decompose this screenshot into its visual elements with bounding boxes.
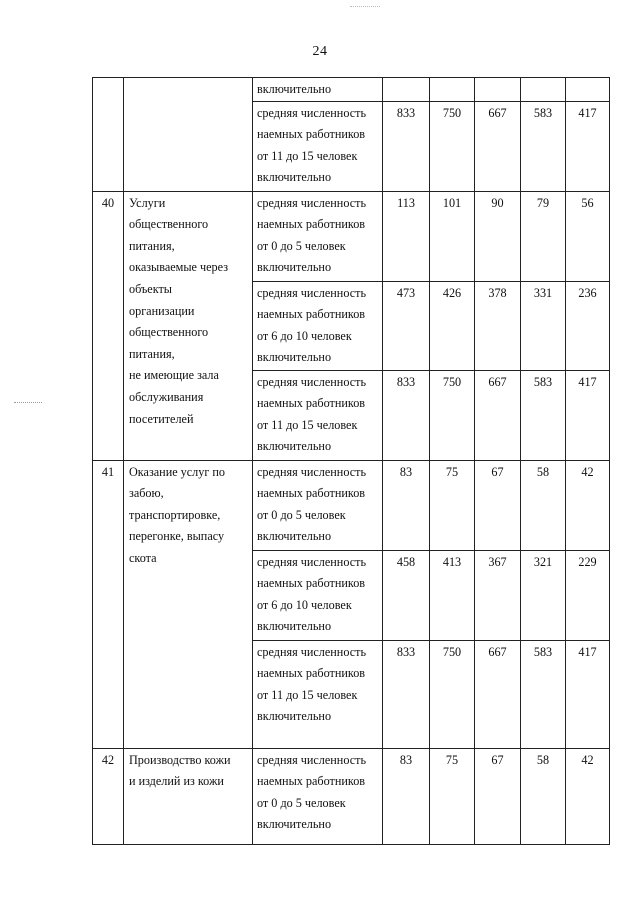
subrow-description: средняя численность наемных работников от 6 до 10 человек включительно bbox=[253, 550, 383, 640]
value-cell: 417 bbox=[566, 101, 610, 191]
activity-name: Производство кожи и изделий из кожи bbox=[124, 748, 253, 844]
value-cell: 583 bbox=[521, 370, 566, 460]
value-cell: 101 bbox=[430, 191, 475, 281]
table-row bbox=[93, 191, 610, 281]
value-cell bbox=[475, 78, 521, 102]
table-row bbox=[93, 748, 610, 844]
value-cell: 667 bbox=[475, 370, 521, 460]
tariff-table bbox=[92, 77, 610, 845]
value-cell: 90 bbox=[475, 191, 521, 281]
scan-speck bbox=[350, 6, 380, 8]
subrow-description: средняя численность наемных работников от 11 до 15 человек включительно bbox=[253, 370, 383, 460]
activity-name bbox=[124, 78, 253, 192]
value-cell: 75 bbox=[430, 748, 475, 844]
value-cell: 426 bbox=[430, 281, 475, 370]
value-cell: 417 bbox=[566, 370, 610, 460]
value-cell: 56 bbox=[566, 191, 610, 281]
value-cell: 83 bbox=[383, 748, 430, 844]
row-number bbox=[93, 78, 124, 192]
value-cell: 473 bbox=[383, 281, 430, 370]
value-cell: 667 bbox=[475, 640, 521, 748]
value-cell: 236 bbox=[566, 281, 610, 370]
value-cell: 378 bbox=[475, 281, 521, 370]
value-cell: 833 bbox=[383, 101, 430, 191]
scan-margin-mark bbox=[14, 402, 42, 403]
value-cell: 367 bbox=[475, 550, 521, 640]
value-cell: 67 bbox=[475, 460, 521, 550]
subrow-description: средняя численность наемных работников от 0 до 5 человек включительно bbox=[253, 191, 383, 281]
value-cell: 113 bbox=[383, 191, 430, 281]
value-cell: 58 bbox=[521, 460, 566, 550]
value-cell: 79 bbox=[521, 191, 566, 281]
row-number: 40 bbox=[93, 191, 124, 460]
activity-name: Услуги общественного питания, оказываемые через объекты организации общественного питания, не имеющие зала обслуживания посетителей bbox=[124, 191, 253, 460]
value-cell: 413 bbox=[430, 550, 475, 640]
value-cell: 58 bbox=[521, 748, 566, 844]
value-cell: 750 bbox=[430, 370, 475, 460]
subrow-description: включительно bbox=[253, 78, 383, 102]
value-cell: 458 bbox=[383, 550, 430, 640]
value-cell: 833 bbox=[383, 640, 430, 748]
value-cell: 229 bbox=[566, 550, 610, 640]
value-cell: 331 bbox=[521, 281, 566, 370]
value-cell: 42 bbox=[566, 460, 610, 550]
value-cell: 750 bbox=[430, 640, 475, 748]
value-cell: 583 bbox=[521, 640, 566, 748]
subrow-description: средняя численность наемных работников от 0 до 5 человек включительно bbox=[253, 748, 383, 844]
value-cell: 83 bbox=[383, 460, 430, 550]
table-row bbox=[93, 460, 610, 550]
row-number: 42 bbox=[93, 748, 124, 844]
table-row bbox=[93, 78, 610, 102]
value-cell bbox=[521, 78, 566, 102]
activity-name: Оказание услуг по забою, транспортировке, перегонке, выпасу скота bbox=[124, 460, 253, 748]
value-cell: 417 bbox=[566, 640, 610, 748]
value-cell: 75 bbox=[430, 460, 475, 550]
value-cell: 321 bbox=[521, 550, 566, 640]
value-cell: 750 bbox=[430, 101, 475, 191]
page-number: 24 bbox=[312, 44, 328, 59]
value-cell: 67 bbox=[475, 748, 521, 844]
value-cell: 833 bbox=[383, 370, 430, 460]
value-cell bbox=[430, 78, 475, 102]
subrow-description: средняя численность наемных работников от 11 до 15 человек включительно bbox=[253, 640, 383, 748]
value-cell: 583 bbox=[521, 101, 566, 191]
value-cell: 42 bbox=[566, 748, 610, 844]
subrow-description: средняя численность наемных работников от 0 до 5 человек включительно bbox=[253, 460, 383, 550]
value-cell bbox=[383, 78, 430, 102]
value-cell: 667 bbox=[475, 101, 521, 191]
subrow-description: средняя численность наемных работников от 11 до 15 человек включительно bbox=[253, 101, 383, 191]
value-cell bbox=[566, 78, 610, 102]
row-number: 41 bbox=[93, 460, 124, 748]
subrow-description: средняя численность наемных работников от 6 до 10 человек включительно bbox=[253, 281, 383, 370]
